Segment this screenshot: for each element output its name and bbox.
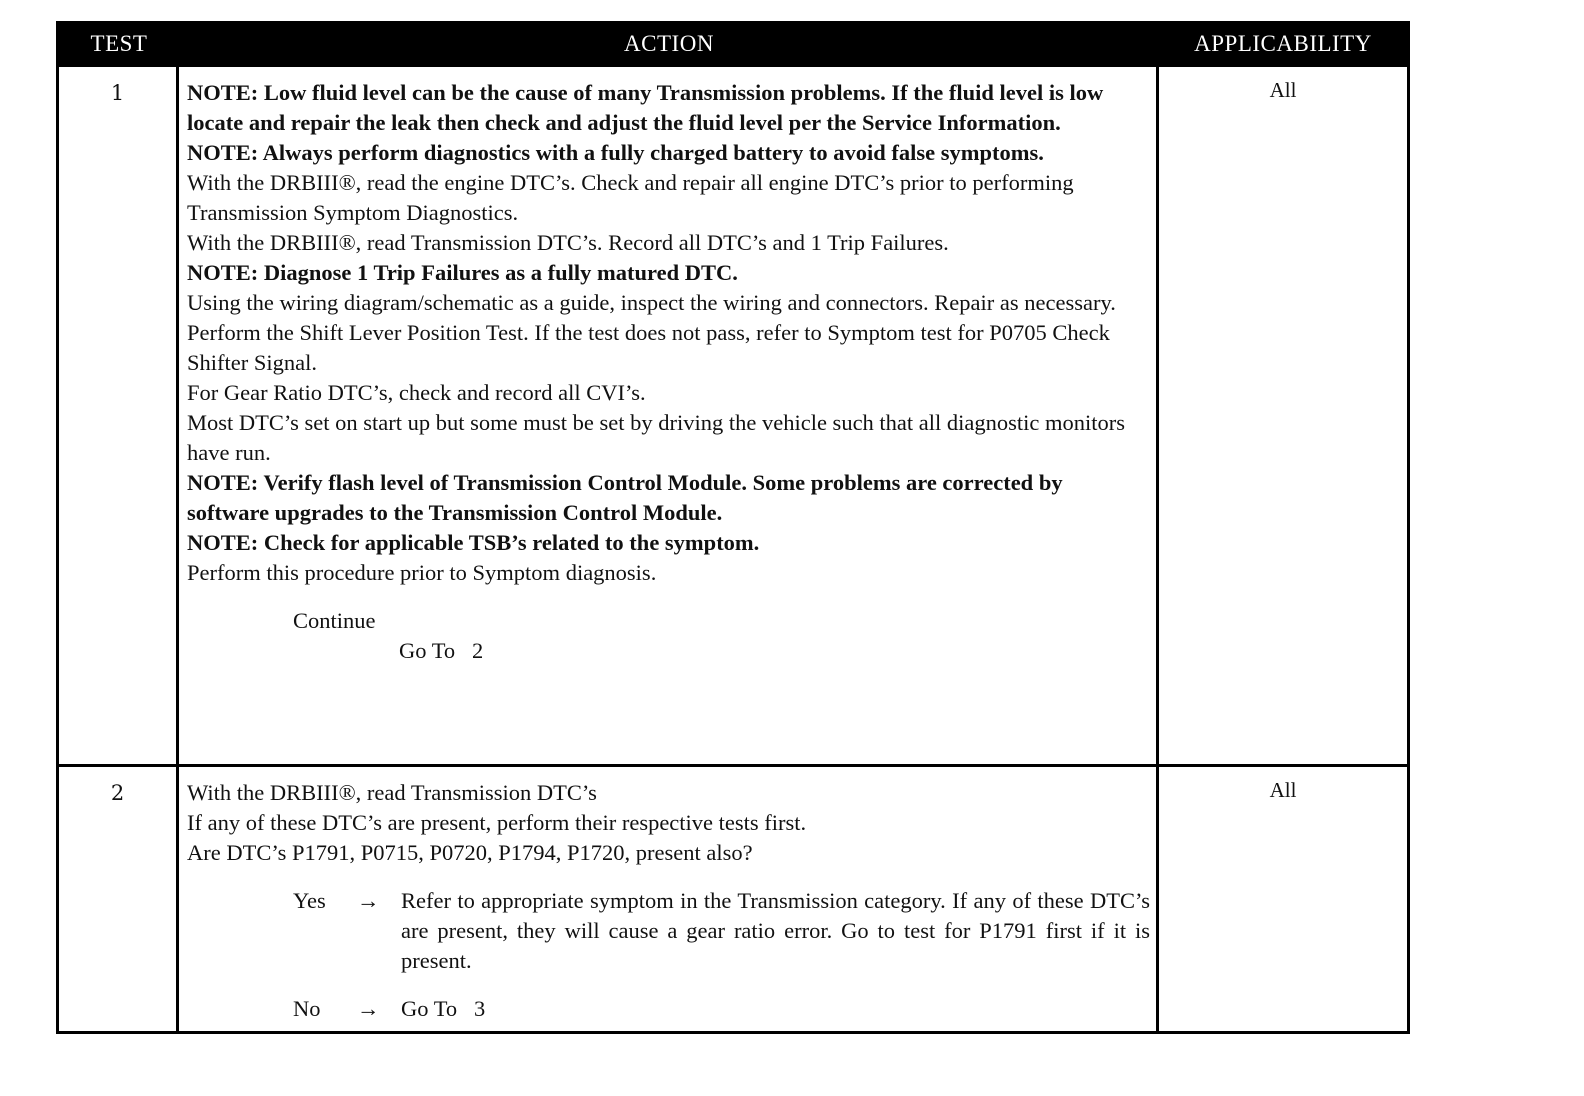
action-line: Perform the Shift Lever Position Test. If the test does not pass, refer to Symptom test for P0705 Check Shifter Signal.: [187, 320, 1110, 375]
action-line: Are DTC’s P1791, P0715, P0720, P1794, P1720, present also?: [187, 840, 753, 865]
action-line: With the DRBIII®, read Transmission DTC’s. Record all DTC’s and 1 Trip Failures.: [187, 230, 949, 255]
table-row: [59, 764, 1407, 1031]
option-result: Go To 3: [401, 996, 486, 1021]
test-number: 2: [59, 767, 179, 1031]
option-yes[interactable]: [187, 886, 1150, 976]
diagnostic-table: [56, 21, 1410, 1034]
action-cell: [179, 67, 1159, 764]
action-line: With the DRBIII®, read Transmission DTC’s: [187, 780, 597, 805]
option-label: Yes: [293, 888, 326, 913]
action-line: If any of these DTC’s are present, perform their respective tests first.: [187, 810, 807, 835]
arrow-icon: →: [357, 996, 380, 1021]
table-header: [59, 24, 1407, 64]
action-line: With the DRBIII®, read the engine DTC’s. Check and repair all engine DTC’s prior to performing Transmission Symptom Diagnostics.: [187, 170, 1074, 225]
test-number: 1: [59, 67, 179, 764]
action-line: Perform this procedure prior to Symptom diagnosis.: [187, 560, 657, 585]
action-line: Using the wiring diagram/schematic as a guide, inspect the wiring and connectors. Repair as necessary.: [187, 290, 1116, 315]
goto-link[interactable]: Go To 2: [399, 638, 484, 663]
applicability-cell: All: [1269, 778, 1297, 802]
action-line: NOTE: Low fluid level can be the cause of many Transmission problems. If the fluid level is low locate and repair the leak then check and adjust the fluid level per the Service Information.: [187, 80, 1104, 135]
option-result: Refer to appropriate symptom in the Transmission category. If any of these DTC’s are present, they will cause a gear ratio error. Go to test for P1791 first if it is present.: [401, 888, 1150, 973]
option-label: No: [293, 996, 321, 1021]
action-line: NOTE: Verify flash level of Transmission Control Module. Some problems are corrected by software upgrades to the Transmission Control Module.: [187, 470, 1063, 525]
option-no[interactable]: [187, 994, 1150, 1024]
action-line: NOTE: Check for applicable TSB’s related to the symptom.: [187, 530, 760, 555]
header-test: TEST: [90, 31, 148, 56]
table-row: [59, 64, 1407, 764]
arrow-icon: →: [357, 888, 380, 913]
applicability-cell: All: [1269, 78, 1297, 102]
action-line: For Gear Ratio DTC’s, check and record all CVI’s.: [187, 380, 646, 405]
header-action: ACTION: [624, 31, 714, 56]
action-cell: [179, 767, 1159, 1031]
header-applicability: APPLICABILITY: [1194, 31, 1372, 56]
action-line: NOTE: Diagnose 1 Trip Failures as a fully matured DTC.: [187, 260, 738, 285]
action-line: NOTE: Always perform diagnostics with a fully charged battery to avoid false symptoms.: [187, 140, 1044, 165]
action-line: Most DTC’s set on start up but some must be set by driving the vehicle such that all diagnostic monitors have run.: [187, 410, 1126, 465]
continue-label: Continue: [293, 608, 376, 633]
